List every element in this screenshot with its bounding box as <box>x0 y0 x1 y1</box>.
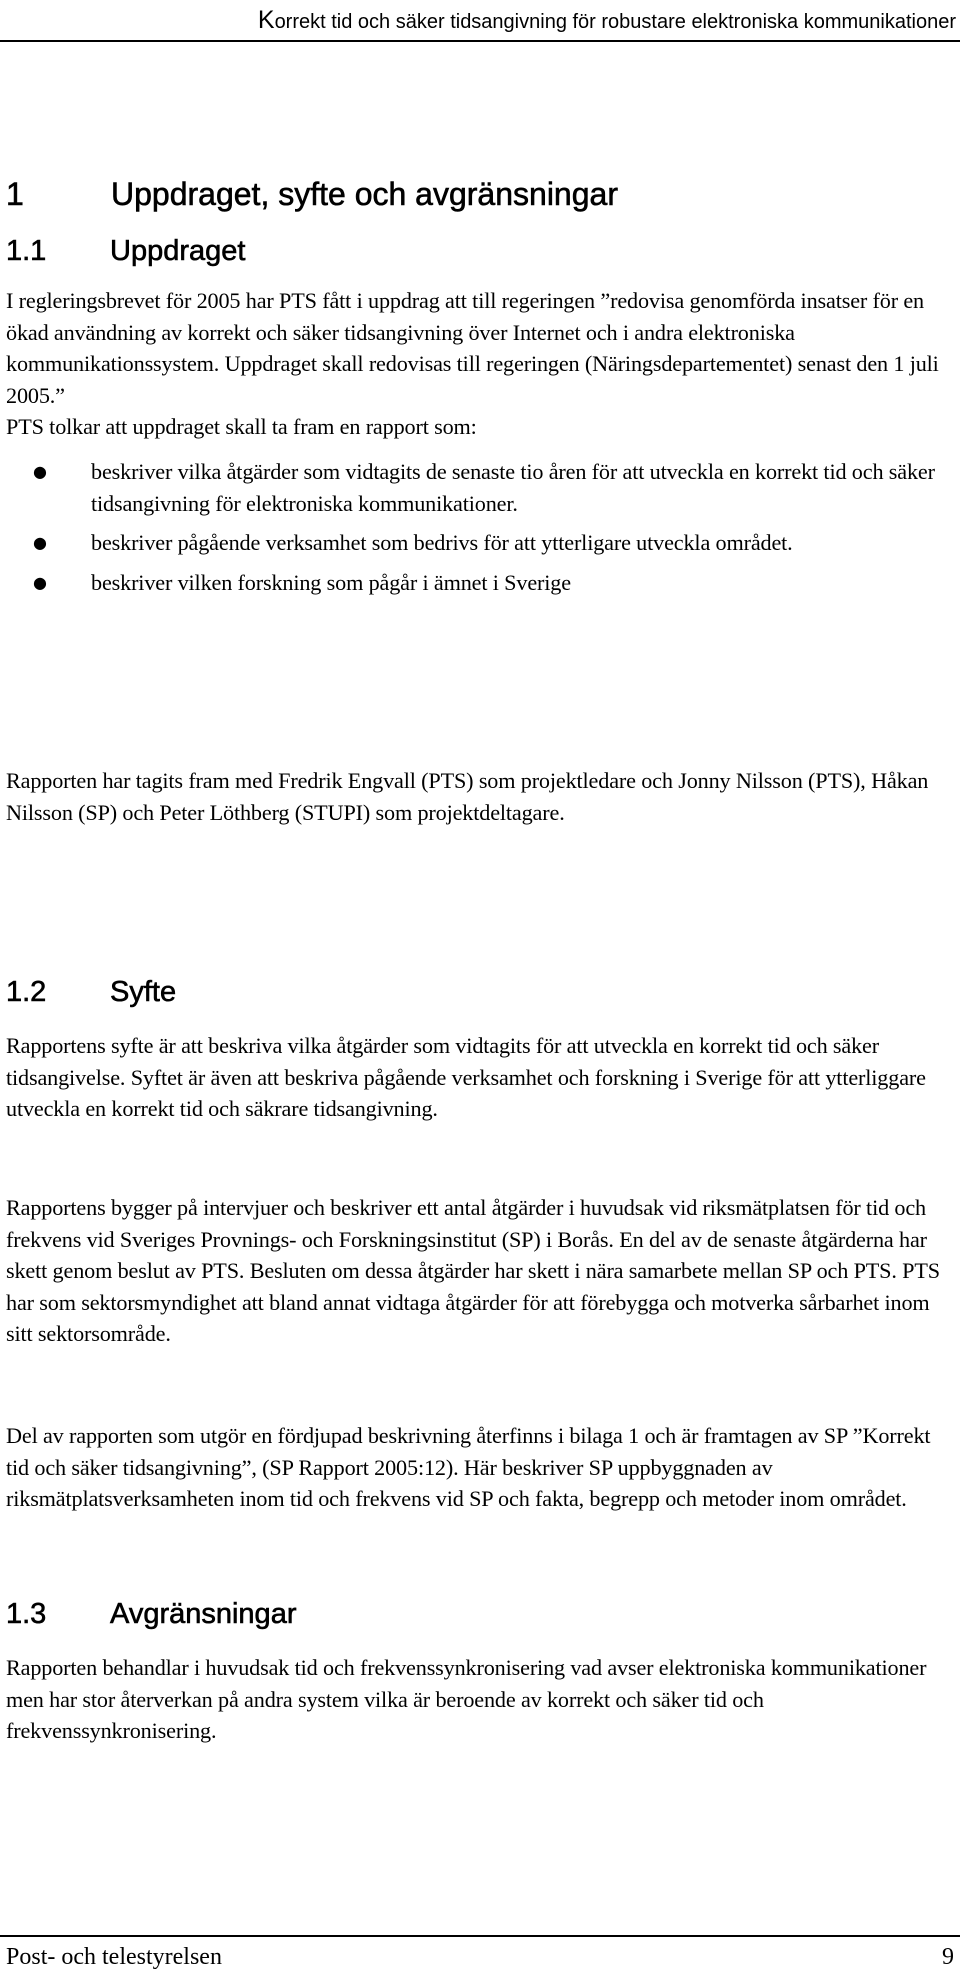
list-item-text: beskriver vilken forskning som pågår i ämnet i Sverige <box>91 569 571 595</box>
section-heading-syfte <box>6 976 176 1009</box>
bullet-icon: ● <box>33 572 47 592</box>
footer-rule <box>0 1935 960 1937</box>
paragraph-syfte-1: Rapportens syfte är att beskriva vilka åtgärder som vidtagits för att utveckla en korrekt tid och säker tidsangivelse. Syftet är även att beskriva pågående verksamhet och forskning i Sverige för att ytterliggare utveckla en korrekt tid och säkrare tidsangivning. <box>6 1033 926 1121</box>
section-title: Uppdraget <box>110 235 246 267</box>
running-header-text: orrekt tid och säker tidsangivning för robustare elektroniska kommunikationer <box>274 11 956 33</box>
running-header-initial: K <box>257 6 275 34</box>
paragraph-avgransningar-1: Rapporten behandlar i huvudsak tid och frekvenssynkronisering vad avser elektroniska kommunikationer men har stor återverkan på andra system vilka är beroende av korrekt och säker tid och frekvenssynkronisering. <box>6 1655 927 1743</box>
chapter-number: 1 <box>6 176 24 212</box>
section-number: 1.2 <box>6 976 47 1008</box>
footer-publisher: Post- och telestyrelsen <box>6 1944 222 1970</box>
paragraph-syfte-3: Del av rapporten som utgör en fördjupad beskrivning återfinns i bilaga 1 och är framtagen av SP ”Korrekt tid och säker tidsangivning”, (SP Rapport 2005:12). Här beskriver SP uppbyggnaden av riksmätplatsverksamheten inom tid och frekvens vid SP och fakta, begrepp och metoder inom området. <box>6 1423 931 1511</box>
list-item <box>6 456 954 519</box>
bullet-icon: ● <box>33 533 47 552</box>
section-title: Avgränsningar <box>110 1598 297 1630</box>
chapter-title: Uppdraget, syfte och avgränsningar <box>111 176 618 212</box>
bullet-list <box>6 456 954 606</box>
paragraph-syfte-2: Rapportens bygger på intervjuer och beskriver ett antal åtgärder i huvudsak vid riksmätplatsen för tid och frekvens vid Sveriges Provnings- och Forskningsinstitut (SP) i Borås. En del av de senaste åtgärderna har skett genom beslut av PTS. Besluten om dessa åtgärder har skett i nära samarbete mellan SP och PTS. PTS har som sektorsmyndighet att bland annat vidtaga åtgärder för att förebygga och motverka sårbarhet inom sitt sektorsområde. <box>6 1195 940 1346</box>
list-item <box>6 567 954 599</box>
section-number: 1.3 <box>6 1598 47 1630</box>
chapter-heading <box>6 176 618 213</box>
section-number: 1.1 <box>6 235 47 267</box>
list-item-text: beskriver pågående verksamhet som bedrivs för att ytterligare utveckla området. <box>91 530 793 555</box>
list-item <box>6 527 954 559</box>
section-heading-uppdraget <box>6 235 245 268</box>
section-heading-avgransningar <box>6 1598 296 1631</box>
bullet-icon: ● <box>33 462 47 481</box>
paragraph-uppdraget-3: Rapporten har tagits fram med Fredrik Engvall (PTS) som projektledare och Jonny Nilsson (PTS), Håkan Nilsson (SP) och Peter Löthberg (STUPI) som projektdeltagare. <box>6 768 929 825</box>
list-item-text: beskriver vilka åtgärder som vidtagits de senaste tio åren för att utveckla en korrekt tid och säker tidsangivning för elektroniska kommunikationer. <box>91 459 935 516</box>
header-rule <box>0 40 960 42</box>
paragraph-uppdraget-2: PTS tolkar att uppdraget skall ta fram en rapport som: <box>6 414 477 439</box>
paragraph-uppdraget-1: I regleringsbrevet för 2005 har PTS fått i uppdrag att till regeringen ”redovisa genomförda insatser för en ökad användning av korrekt och säker tidsangivning över Internet och i andra elektroniska kommunikationssystem. Uppdraget skall redovisas till regeringen (Näringsdepartementet) senast den 1 juli 2005.” <box>6 288 939 408</box>
running-header <box>0 6 956 35</box>
footer-page-number: 9 <box>942 1944 954 1970</box>
section-title: Syfte <box>110 976 177 1008</box>
